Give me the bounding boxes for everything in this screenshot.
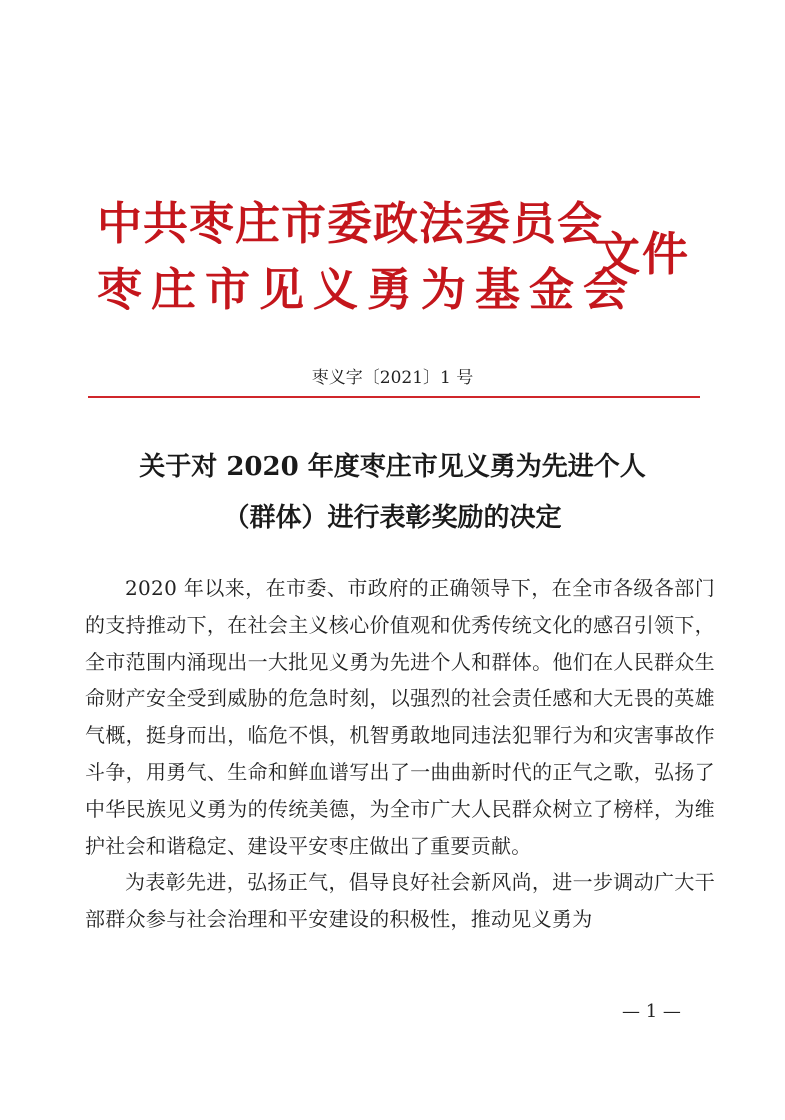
issuer-name-line-2: 枣庄市见义勇为基金会 xyxy=(97,263,638,316)
body-paragraph: 为表彰先进，弘扬正气，倡导良好社会新风尚，进一步调动广大干部群众参与社会治理和平安建设的积极性，推动见义勇为 xyxy=(85,870,715,932)
document-body xyxy=(85,570,715,938)
document-title-line-1: 关于对 2020 年度枣庄市见义勇为先进个人 xyxy=(139,452,646,482)
document-type-label: 文件 xyxy=(594,227,690,281)
body-paragraph: 2020 年以来，在市委、市政府的正确领导下，在全市各级各部门的支持推动下，在社会主义核心价值观和优秀传统文化的感召引领下，全市范围内涌现出一大批见义勇为先进个人和群体。他们在人民群众生命财产安全受到威胁的危急时刻，以强烈的社会责任感和大无畏的英雄气概，挺身而出，临危不惧，机智勇敢地同违法犯罪行为和灾害事故作斗争，用勇气、生命和鲜血谱写出了一曲曲新时代的正气之歌，弘扬了中华民族见义勇为的传统美德，为全市广大人民群众树立了榜样，为维护社会和谐稳定、建设平安枣庄做出了重要贡献。 xyxy=(85,576,715,858)
document-title-line-2: （群体）进行表彰奖励的决定 xyxy=(223,503,562,533)
issuer-name-line-1: 中共枣庄市委政法委员会 xyxy=(97,197,604,250)
document-number: 枣义字〔2021〕1 号 xyxy=(311,368,474,388)
red-separator-line xyxy=(88,396,700,398)
page-number: — 1 — xyxy=(622,1001,681,1022)
